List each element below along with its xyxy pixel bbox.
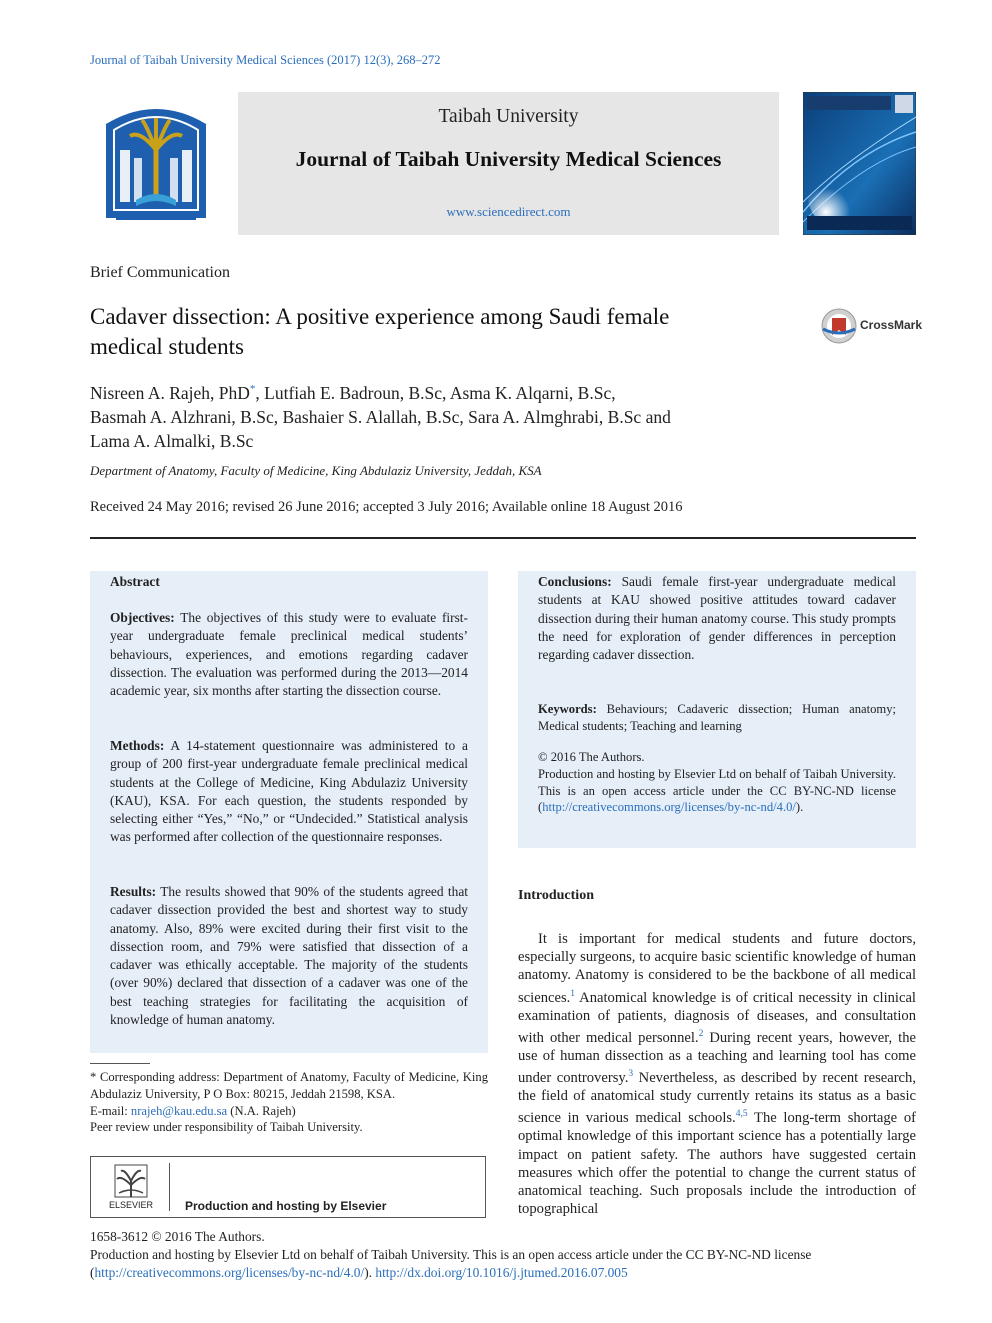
footnote-divider [90,1063,150,1064]
license-text: Production and hosting by Elsevier Ltd on behalf of Taibah University. This is an open access article under the CC BY-NC-ND license ( [538,766,896,815]
abstract-license [538,766,896,816]
introduction-paragraph [518,930,916,1218]
paren-close: ). [364,1264,376,1280]
journal-cover-image[interactable] [803,92,916,235]
article-type: Brief Communication [90,264,230,281]
elsevier-logo [101,1163,161,1211]
abstract-box-continued [518,571,916,848]
citation-ref-4-5[interactable]: 4,5 [735,1109,748,1120]
abstract-results [110,883,468,1029]
email-name: (N.A. Rajeh) [227,1103,296,1118]
header-divider [90,537,916,539]
methods-text: A 14-statement questionnaire was administered to a group of 200 first-year undergraduate female preclinical medical students at the College of Medicine, King Abdulaziz University (KAU), KSA. For each question, the students responded by selecting either “Yes,” “No,” or “Undecided.” Statistical analysis was performed after collection of the questionnaire responses. [110,738,468,845]
elsevier-divider [169,1163,170,1211]
author-list [90,377,810,453]
authors-line-3: Lama A. Almalki, B.Sc [90,430,254,451]
methods-label: Methods: [110,738,165,753]
citation-ref-3[interactable]: 3 [628,1069,634,1080]
keywords-label: Keywords: [538,702,597,716]
abstract-objectives [110,609,468,700]
author-first: Nisreen A. Rajeh, PhD [90,382,250,403]
abstract-heading: Abstract [110,574,160,589]
intro-text-1: It is important for medical students and future doctors, especially surgeons, to acquire basic scientific knowledge of human anatomy. Anatomy is considered to be the backbone of all medical sciences. [518,931,916,1006]
bottom-license-link[interactable]: http://creativecommons.org/licenses/by-nc-nd/4.0/ [94,1264,365,1280]
email-label: E-mail: [90,1103,131,1118]
email-link[interactable]: nrajeh@kau.edu.sa [130,1103,228,1118]
email-line [90,1103,488,1120]
citation-ref-1[interactable]: 1 [570,988,576,999]
abstract-box [90,571,488,1053]
sciencedirect-link[interactable]: www.sciencedirect.com [446,204,571,219]
taibah-university-logo [90,100,222,232]
license-link[interactable]: http://creativecommons.org/licenses/by-nc-nd/4.0/ [542,800,796,815]
objectives-label: Objectives: [110,610,175,625]
title-line-1: Cadaver dissection: A positive experience among Saudi female [90,304,670,329]
corresponding-marker[interactable]: * [249,383,256,395]
doi-link[interactable]: http://dx.doi.org/10.1016/j.jtumed.2016.07.005 [375,1264,628,1280]
conclusions-text: Saudi female first-year undergraduate medical students at KAU showed positive attitudes toward cadaver dissection during their human anatomy course. This study prompts the need for exploration of gender differences in perception regarding cadaver dissection. [538,574,896,663]
elsevier-hosting-box [90,1156,486,1218]
results-text: The results showed that 90% of the students agreed that cadaver dissection provided the best and shortest way to study anatomy. Also, 89% were excited during their first visit to the dissection room, and 79% were satisfied that dissection of a cadaver was ethically acceptable. The majority of the students (over 90%) declared that dissection of a cadaver was one of the best teaching strategies for facilitating the acquisition of knowledge of human anatomy. [110,884,468,1028]
university-name: Taibah University [438,106,579,127]
bottom-matter [90,1228,920,1281]
results-label: Results: [110,884,157,899]
intro-text-2: Anatomical knowledge is of critical necessity in clinical examination of patients, diagnosis of diseases, and consultation with other medical personnel. [518,989,916,1046]
authors-line-2: Basmah A. Alzhrani, B.Sc, Bashaier S. Alallah, B.Sc, Sara A. Almghrabi, B.Sc and [90,406,671,427]
authors-line-1-rest: , Lutfiah E. Badroun, B.Sc, Asma K. Alqarni, B.Sc, [255,382,616,403]
objectives-text: The objectives of this study were to evaluate first-year undergraduate female preclinical medical students’ behaviours, experiences, and emotions regarding cadaver dissection. The evaluation was performed during the 2013—2014 academic year, six months after starting the dissection course. [110,610,468,699]
elsevier-logo-text: ELSEVIER [108,1200,154,1210]
article-dates: Received 24 May 2016; revised 26 June 2016; accepted 3 July 2016; Available online 18 August 2016 [90,499,683,515]
paren-open: ( [90,1264,95,1280]
running-header[interactable]: Journal of Taibah University Medical Sciences (2017) 12(3), 268–272 [90,53,441,67]
abstract-copyright: © 2016 The Authors. [538,750,645,764]
intro-text-3: During recent years, however, the use of human dissection as a teaching and learning tool has come under controversy. [518,1029,916,1086]
keywords-text: Behaviours; Cadaveric dissection; Human anatomy; Medical students; Teaching and learning [538,702,896,733]
introduction-heading: Introduction [518,888,594,903]
hosting-line: Production and hosting by Elsevier Ltd on behalf of Taibah University. This is an open access article under the CC BY-NC-ND license [90,1246,812,1262]
journal-masthead [238,92,779,235]
citation-ref-2[interactable]: 2 [698,1028,704,1039]
intro-text-4: Nevertheless, as described by recent research, the field of anatomical study currently retains its status as a basic science in various medical schools. [518,1070,916,1127]
abstract-conclusions [538,573,896,664]
peer-review-note: Peer review under responsibility of Taibah University. [90,1120,363,1135]
footnote [90,1069,488,1136]
abstract-methods [110,737,468,847]
license-doi-line [90,1264,920,1282]
intro-text-5: The long-term shortage of optimal knowledge of this important science has a potentially large impact on patient safety. The authors have suggested certain measures which offer the potential to change the current status of anatomical teaching. Such proposals include the introduction of topographical [518,1110,916,1218]
affiliation: Department of Anatomy, Faculty of Medicine, King Abdulaziz University, Jeddah, KSA [90,463,542,478]
journal-name: Journal of Taibah University Medical Sciences [295,147,722,171]
license-end: ). [795,800,804,815]
article-title [90,302,790,362]
elsevier-hosting-text: Production and hosting by Elsevier [185,1199,387,1213]
abstract-keywords [538,701,896,735]
conclusions-label: Conclusions: [538,574,612,589]
introduction-body [518,930,916,1218]
crossmark-label[interactable]: CrossMark [860,318,923,332]
corresponding-address: * Corresponding address: Department of Anatomy, Faculty of Medicine, King Abdulaziz University, P O Box: 80215, Jeddah 21598, KSA. [90,1070,488,1101]
title-line-2: medical students [90,334,244,359]
issn-line: 1658-3612 © 2016 The Authors. [90,1229,265,1244]
